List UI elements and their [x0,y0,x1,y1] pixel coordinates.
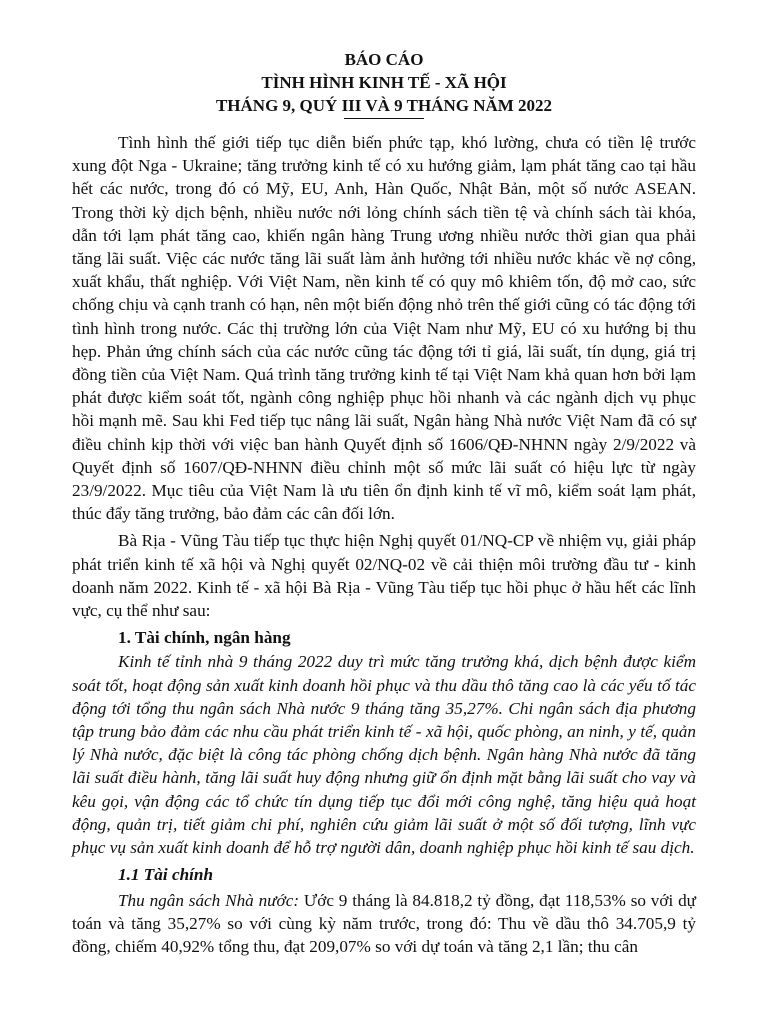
province-paragraph: Bà Rịa - Vũng Tàu tiếp tục thực hiện Nghị quyết 01/NQ-CP về nhiệm vụ, giải pháp phát triển kinh tế xã hội và Nghị quyết 02/NQ-02 về cải thiện môi trường đầu tư - kinh doanh năm 2022. Kinh tế - xã hội Bà Rịa - Vũng Tàu tiếp tục hồi phục ở hầu hết các lĩnh vực, cụ thể như sau: [72,531,696,621]
section-heading-finance-banking: 1. Tài chính, ngân hàng [118,628,291,648]
intro-paragraph: Tình hình thế giới tiếp tục diễn biến phức tạp, khó lường, chưa có tiền lệ trước xung đột Nga - Ukraine; tăng trưởng kinh tế có xu hướng giảm, lạm phát tăng cao tại hầu hết các nước, trong đó có Mỹ, EU, Anh, Hàn Quốc, Nhật Bản, một số nước ASEAN. Trong thời kỳ dịch bệnh, nhiều nước nới lỏng chính sách tiền tệ và chính sách tài khóa, dẫn tới lạm phát tăng cao, khiến ngân hàng Trung ương nhiều nước thời gian qua phải tăng lãi suất. Việc các nước tăng lãi suất làm ảnh hưởng tới nhiều nước khác về nợ công, xuất khẩu, thất nghiệp. Với Việt Nam, nền kinh tế có quy mô khiêm tốn, độ mở cao, sức chống chịu và cạnh tranh có hạn, nên một biến động nhỏ trên thế giới cũng có tác động tới tình hình trong nước. Các thị trường lớn của Việt Nam như Mỹ, EU có xu hướng bị thu hẹp. Phản ứng chính sách của các nước cũng tác động tới tỉ giá, lãi suất, tín dụng, giá trị đồng tiền của Việt Nam. Quá trình tăng trưởng kinh tế tại Việt Nam khả quan hơn bởi lạm phát được kiểm soát tốt, ngành công nghiệp phục hồi nhanh và các ngành dịch vụ phục hồi mạnh mẽ. Sau khi Fed tiếp tục nâng lãi suất, Ngân hàng Nhà nước Việt Nam đã có sự điều chỉnh kịp thời với việc ban hành Quyết định số 1606/QĐ-NHNN ngày 2/9/2022 và Quyết định số 1607/QĐ-NHNN điều chỉnh một số mức lãi suất có hiệu lực từ ngày 23/9/2022. Mục tiêu của Việt Nam là ưu tiên ổn định kinh tế vĩ mô, kiểm soát lạm phát, thúc đẩy tăng trưởng, bảo đảm các cân đối lớn. [72,133,696,524]
revenue-paragraph [72,889,696,959]
revenue-label: Thu ngân sách Nhà nước: [118,890,300,910]
subsection-heading-finance: 1.1 Tài chính [118,865,214,885]
title-line-3: THÁNG 9, QUÝ III VÀ 9 THÁNG NĂM 2022 [215,96,553,115]
revenue-text: Ước 9 tháng là 84.818,2 tỷ đồng, đạt 118,53% so với dự toán và tăng 35,27% so với cùng kỳ năm trước, trong đó: Thu về dầu thô 34.705,9 tỷ đồng, chiếm 40,92% tổng thu, đạt 209,07% so với dự toán và tăng 2,1 lần; thu cân [72,890,696,956]
document-page [72,48,696,962]
title-underline [344,118,424,119]
report-title [72,48,696,119]
section-summary-paragraph: Kinh tế tỉnh nhà 9 tháng 2022 duy trì mức tăng trưởng khá, dịch bệnh được kiểm soát tốt, hoạt động sản xuất kinh doanh hồi phục và thu dầu thô tăng cao là các yếu tố tác động tới tổng thu ngân sách Nhà nước 9 tháng tăng 35,27%. Chi ngân sách địa phương tập trung bảo đảm các nhu cầu phát triển kinh tế - xã hội, quốc phòng, an ninh, y tế, quản lý Nhà nước, đặc biệt là công tác phòng chống dịch bệnh. Ngân hàng Nhà nước đã tăng lãi suất điều hành, tăng lãi suất huy động nhưng giữ ổn định mặt bằng lãi suất cho vay và kêu gọi, vận động các tổ chức tín dụng tiếp tục đổi mới công nghệ, tăng hiệu quả hoạt động, quản trị, tiết giảm chi phí, nghiên cứu giảm lãi suất ở một số đối tượng, lĩnh vực phục vụ sản xuất kinh doanh để hỗ trợ người dân, doanh nghiệp phục hồi kinh tế sau dịch. [72,652,696,858]
title-line-2: TÌNH HÌNH KINH TẾ - XÃ HỘI [261,73,507,92]
title-line-1: BÁO CÁO [344,50,424,69]
